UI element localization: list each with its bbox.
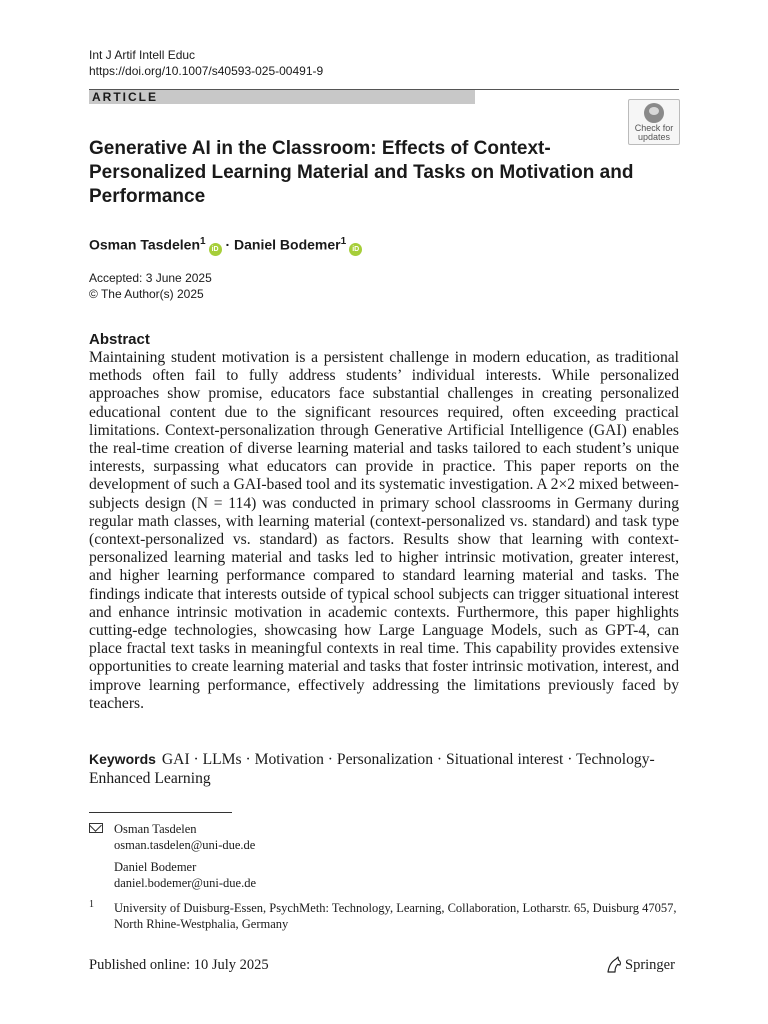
contact-email[interactable]: osman.tasdelen@uni-due.de xyxy=(114,838,256,852)
envelope-icon xyxy=(89,823,103,833)
contact-email[interactable]: daniel.bodemer@uni-due.de xyxy=(114,876,257,890)
author-affil: 1 xyxy=(340,236,347,247)
affiliation-number: 1 xyxy=(89,899,94,910)
keywords xyxy=(89,750,679,788)
orcid-icon[interactable]: iD xyxy=(209,243,222,256)
contact-name: Osman Tasdelen xyxy=(114,822,197,836)
crossmark-line1: Check for xyxy=(634,123,674,133)
contact-name: Daniel Bodemer xyxy=(114,860,197,874)
affiliation: University of Duisburg-Essen, PsychMeth: Technology, Learning, Collaboration, Lotharstr. 65, Duisburg 47057, North Rhine-Westphalia, Germany xyxy=(114,901,677,931)
journal-name: Int J Artif Intell Educ xyxy=(89,48,196,62)
keywords-label: Keywords xyxy=(89,751,156,767)
abstract-body: Maintaining student motivation is a persistent challenge in modern education, as traditional methods often fail to fully address students’ individual interests. While personalized approaches show promise, educators face substantial challenges in creating personalized educational content due to the significant resources required, often exceeding practical limitations. Context-personalization through Generative Artificial Intelligence (GAI) enables the real-time creation of diverse learning material and tasks tailored to each student’s unique interests, surpassing what educators can provide in practice. This paper reports on the development of such a GAI-based tool and its systematic investigation. A 2×2 mixed between-subjects design (N = 114) was conducted in primary school classrooms in Germany during regular math classes, with learning material (context-personalized vs. standard) and task type (context-personalized vs. standard) as factors. Results show that learning with context-personalized learning material and tasks led to higher intrinsic motivation, greater interest, and higher learning performance compared to standard learning material and tasks. The findings indicate that interests outside of typical school subjects can trigger situational interest and enhance intrinsic motivation in academic contexts. Furthermore, this paper highlights cutting-edge technologies, showcasing how Large Language Models, such as GPT-4, can place fractal text tasks in meaningful contexts in real time. This capability provides extensive opportunities to create learning material and tasks that foster intrinsic motivation, interest, and improve learning performance, effectively addressing the limitations previously faced by teachers. xyxy=(89,349,679,712)
publisher-name: Springer xyxy=(625,957,675,973)
author-affil: 1 xyxy=(200,236,206,247)
doi-link[interactable]: https://doi.org/10.1007/s40593-025-00491-9 xyxy=(89,64,324,78)
author-name[interactable]: Daniel Bodemer xyxy=(234,236,341,253)
author-name[interactable]: Osman Tasdelen xyxy=(89,236,201,253)
abstract-heading: Abstract xyxy=(89,331,150,348)
keywords-text: GAI · LLMs · Motivation · Personalization · Situational interest · Technology-Enhanced Learning xyxy=(89,751,655,787)
footnote-rule xyxy=(89,812,232,813)
crossmark-icon xyxy=(644,103,664,123)
orcid-icon[interactable]: iD xyxy=(349,243,362,256)
paper-title: Generative AI in the Classroom: Effects of Context-Personalized Learning Material and Tasks on Motivation and Performance xyxy=(89,138,634,207)
published-date: Published online: 10 July 2025 xyxy=(89,957,269,973)
springer-horse-icon xyxy=(605,956,623,974)
author-separator: · xyxy=(225,236,231,253)
author-list xyxy=(89,232,362,256)
crossmark-line2: updates xyxy=(637,132,671,142)
accepted-date: Accepted: 3 June 2025 xyxy=(89,271,212,285)
section-label: ARTICLE xyxy=(92,90,158,104)
copyright: © The Author(s) 2025 xyxy=(89,287,204,301)
